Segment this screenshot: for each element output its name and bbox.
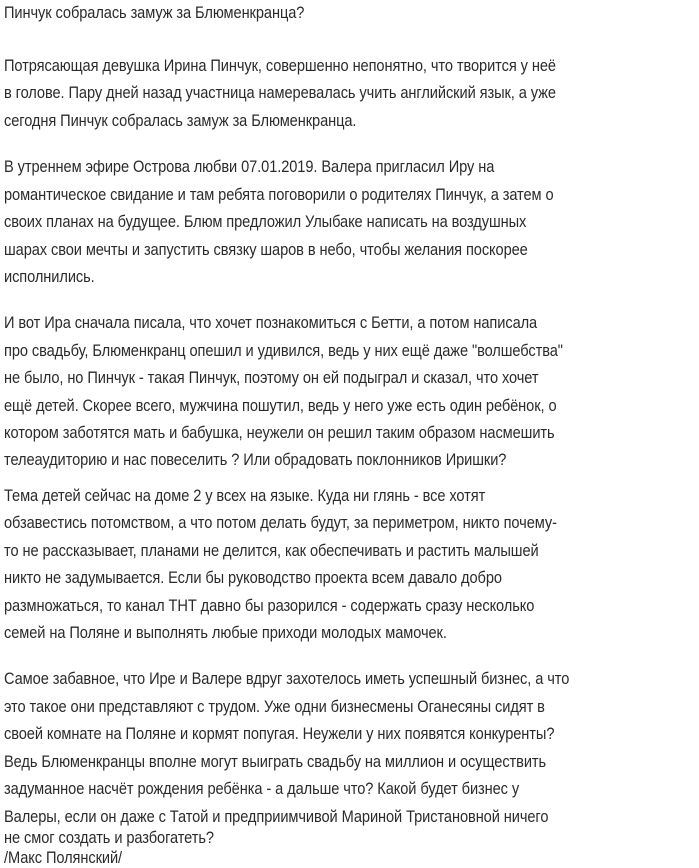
- paragraph-1-line-3: сегодня Пинчук собралась замуж за Блюменкранца.: [4, 111, 357, 130]
- paragraph-4-line-3: то не рассказывает, планами не делится, как обеспечивать и растить малышей: [4, 541, 539, 560]
- paragraph-2-line-4: шарах свои мечты и запустить связку шаров в небо, чтобы желания поскорее: [4, 240, 528, 259]
- paragraph-3-line-4: ещё детей. Скорее всего, мужчина пошутил, ведь у него уже есть один ребёнок, о: [4, 396, 557, 415]
- paragraph-3-line-2: про свадьбу, Блюменкранц опешил и удивился, ведь у них ещё даже "волшебства": [4, 341, 563, 360]
- paragraph-2-line-1: В утреннем эфире Острова любви 07.01.2019. Валера пригласил Иру на: [4, 157, 495, 176]
- paragraph-1-line-1: Потрясающая девушка Ирина Пинчук, совершенно непонятно, что творится у неё: [4, 56, 556, 75]
- paragraph-5-line-7: не смог создать и разбогатеть?: [4, 828, 214, 847]
- paragraph-2-line-3: своих планах на будущее. Блюм предложил Улыбаке написать на воздушных: [4, 212, 527, 231]
- paragraph-3-line-3: не было, но Пинчук - такая Пинчук, поэтому он ей подыграл и сказал, что хочет: [4, 368, 539, 387]
- paragraph-5-line-2: это такое они представляют с трудом. Уже одни бизнесмены Оганесяны сидят в: [4, 697, 545, 716]
- paragraph-5-line-3: своей комнате на Поляне и кормят попугая. Неужели у них появятся конкуренты?: [4, 724, 555, 743]
- article-title: Пинчук собралась замуж за Блюменкранца?: [4, 3, 305, 22]
- paragraph-4-line-6: семей на Поляне и выполнять любые приходи молодых мамочек.: [4, 623, 447, 642]
- paragraph-3-line-5: котором заботятся мать и бабушка, неужели он решил таким образом насмешить: [4, 423, 555, 442]
- paragraph-4-line-2: обзавестись потомством, а что потом делать будут, за периметром, никто почему-: [4, 513, 557, 532]
- paragraph-4-line-1: Тема детей сейчас на доме 2 у всех на языке. Куда ни глянь - все хотят: [4, 486, 486, 505]
- paragraph-5-line-5: задуманное насчёт рождения ребёнка - а дальше что? Какой будет бизнес у: [4, 779, 520, 798]
- paragraph-2-line-2: романтическое свидание и там ребята поговорили о родителях Пинчук, а затем о: [4, 185, 554, 204]
- paragraph-2-line-5: исполнились.: [4, 267, 95, 286]
- paragraph-3-line-6: телеаудиторию и нас повеселить ? Или обрадовать поклонников Иришки?: [4, 450, 507, 469]
- paragraph-5-line-4: Ведь Блюменкранцы вполне могут выиграть свадьбу на миллион и осуществить: [4, 752, 547, 771]
- author-signature: /Макс Полянский/: [4, 848, 123, 867]
- paragraph-4-line-4: никто не задумывается. Если бы руководство проекта всем давало добро: [4, 568, 502, 587]
- paragraph-5-line-6: Валеры, если он даже с Татой и предприимчивой Мариной Тристановной ничего: [4, 807, 549, 826]
- paragraph-1-line-2: в голове. Пару дней назад участница намеревалась учить английский язык, а уже: [4, 83, 556, 102]
- paragraph-4-line-5: размножаться, то канал ТНТ давно бы разорился - содержать сразу несколько: [4, 596, 535, 615]
- paragraph-5-line-1: Самое забавное, что Ире и Валере вдруг захотелось иметь успешный бизнес, а что: [4, 669, 570, 688]
- paragraph-3-line-1: И вот Ира сначала писала, что хочет познакомиться с Бетти, а потом написала: [4, 313, 538, 332]
